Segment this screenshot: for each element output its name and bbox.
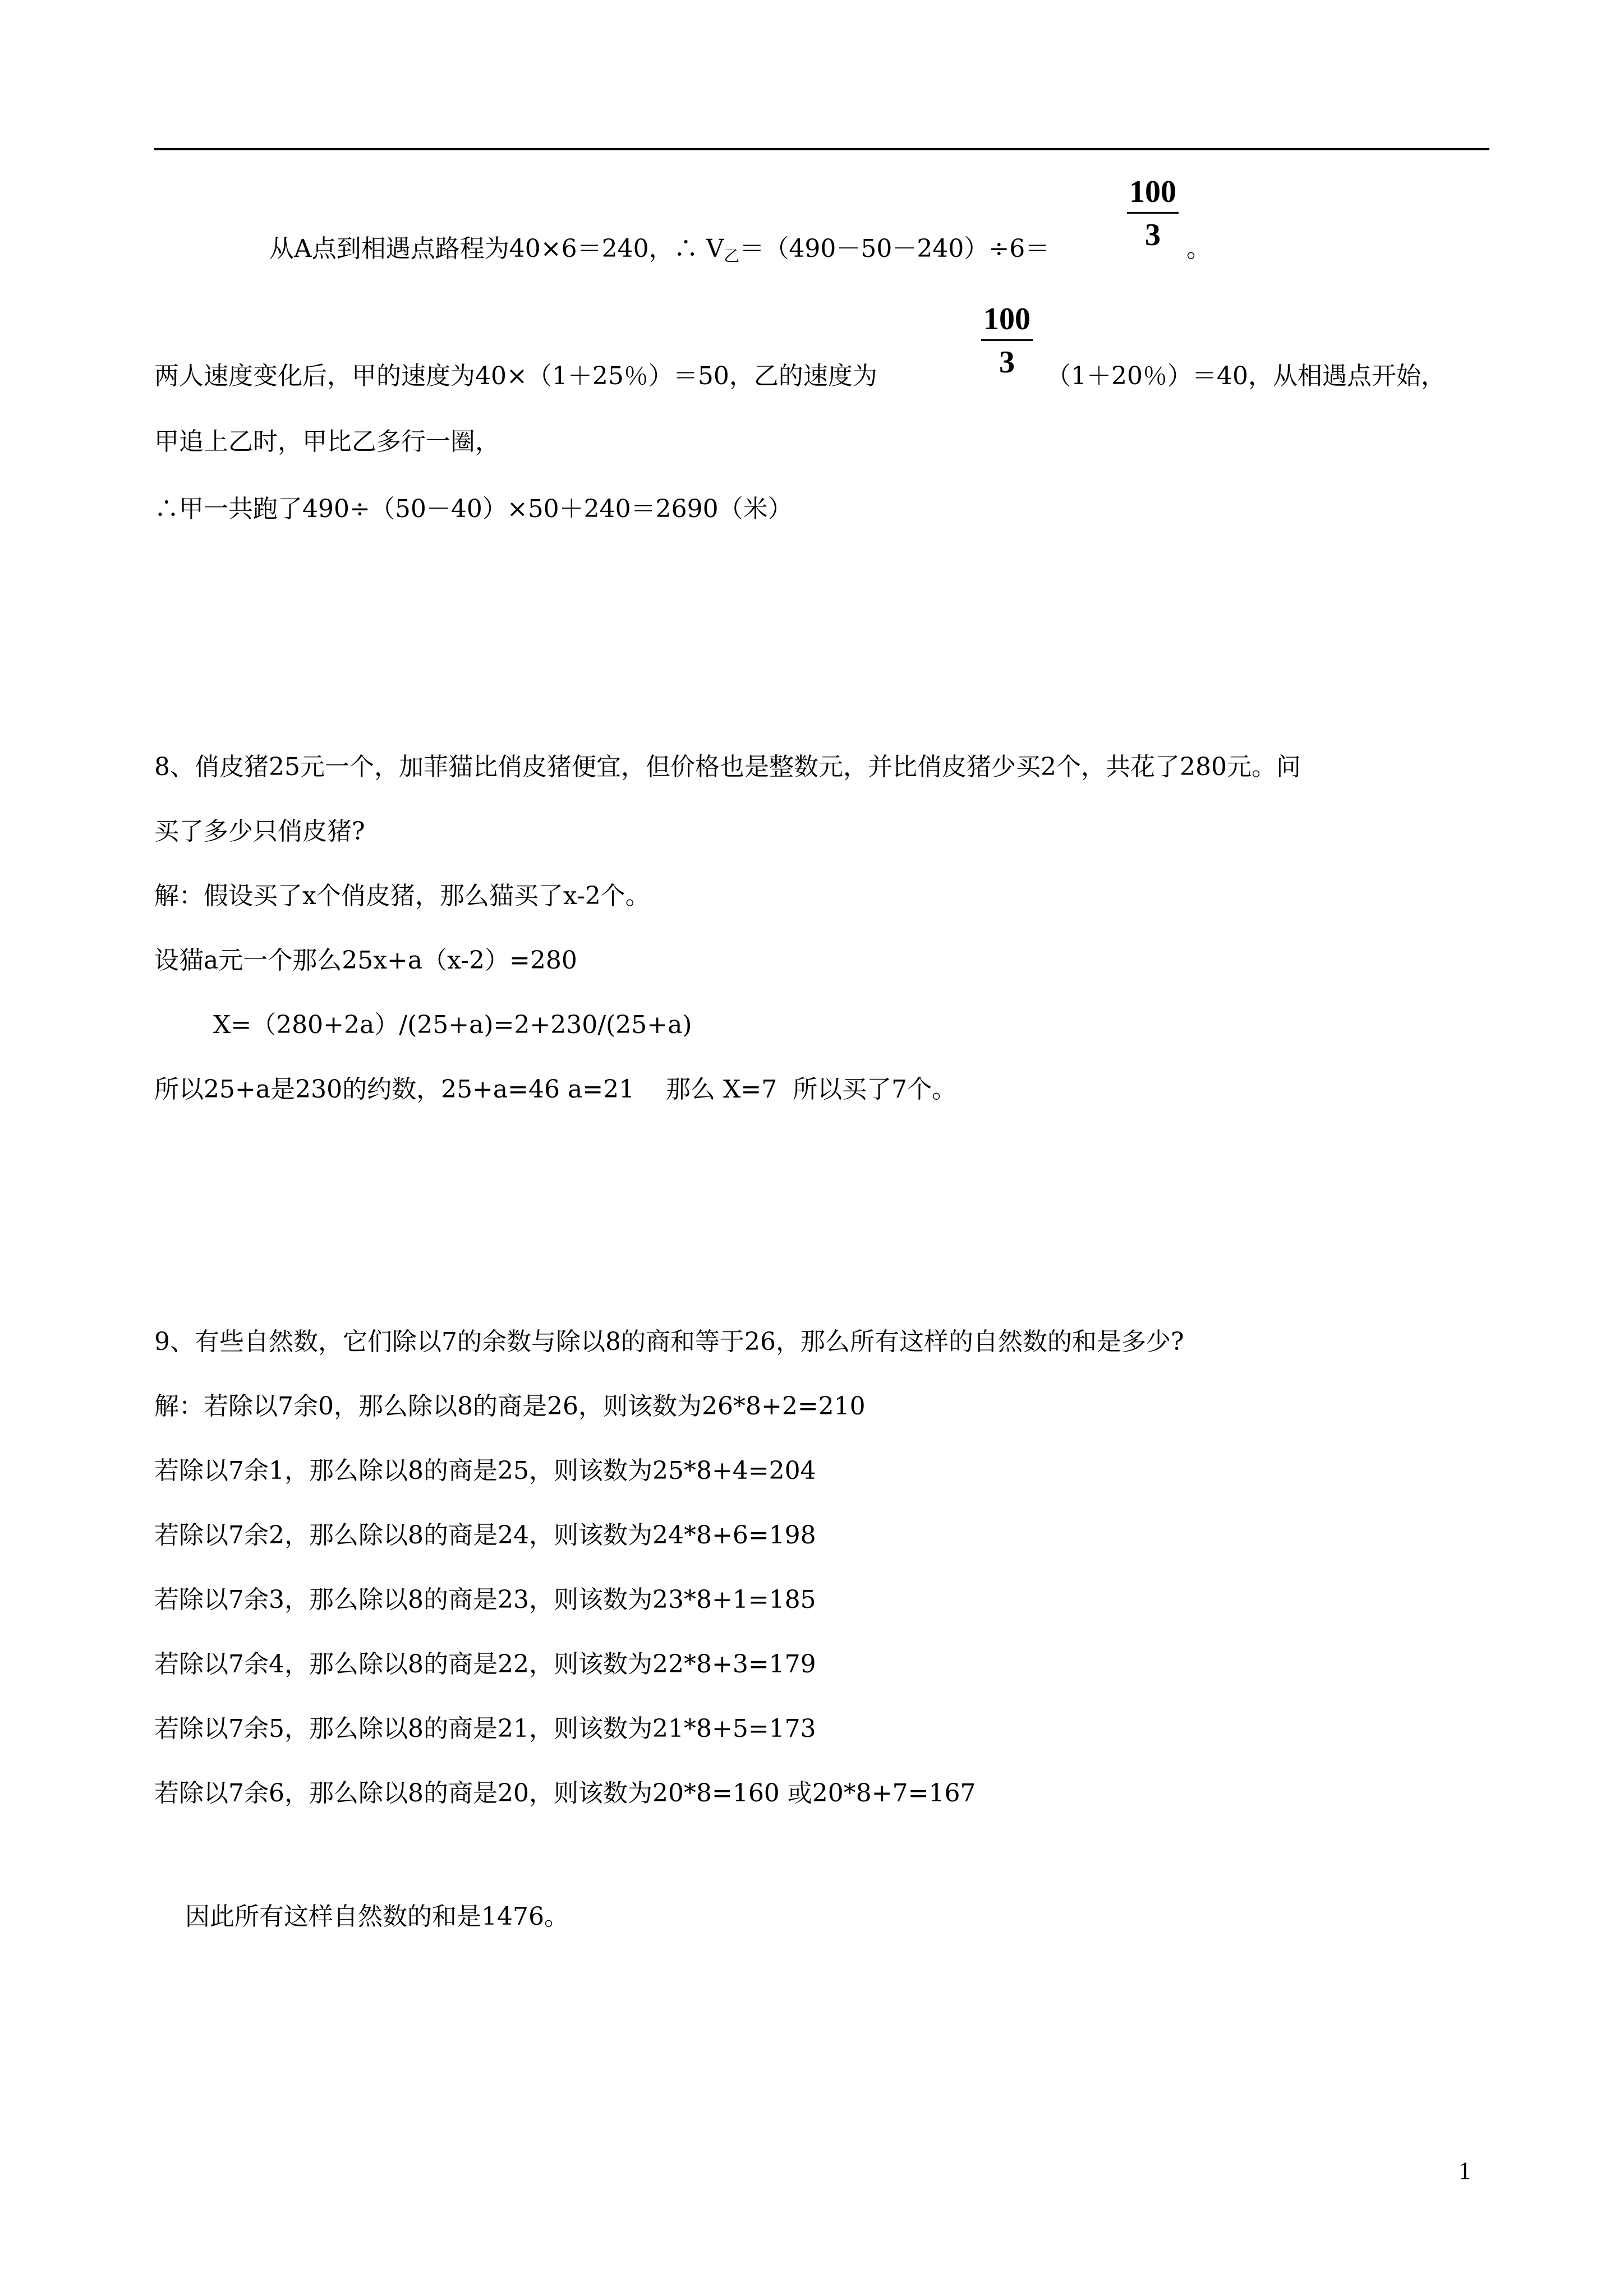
p9-case-3: 若除以7余3，那么除以8的商是23，则该数为23*8+1=185	[154, 1585, 816, 1614]
fraction-bar	[981, 339, 1033, 341]
p9-case-4: 若除以7余4，那么除以8的商是22，则该数为22*8+3=179	[154, 1650, 816, 1679]
p8-question-line1: 8、俏皮猪25元一个，加菲猫比俏皮猪便宜，但价格也是整数元，并比俏皮猪少买2个，共花了280元。问	[154, 753, 1301, 781]
fraction-100-3-second	[979, 300, 1035, 380]
fraction-numerator: 100	[983, 302, 1030, 336]
p7-line4: ∴甲一共跑了490÷（50－40）×50＋240＝2690（米）	[154, 495, 793, 523]
p8-solution-line4: 所以25+a是230的约数，25+a=46 a=21 那么 X=7 所以买了7个。	[154, 1075, 957, 1104]
p8-solution-line3: X=（280+2a）/(25+a)=2+230/(25+a)	[213, 1011, 692, 1039]
p8-question-line2: 买了多少只俏皮猪?	[154, 817, 365, 846]
p7-line3: 甲追上乙时，甲比乙多行一圈，	[154, 427, 500, 456]
p9-question: 9、有些自然数，它们除以7的余数与除以8的商和等于26，那么所有这样的自然数的和是多少?	[154, 1327, 1184, 1356]
fraction-numerator: 100	[1129, 174, 1176, 209]
fraction-denominator: 3	[1145, 218, 1161, 252]
header-rule	[154, 148, 1489, 150]
page-number: 1	[1459, 2157, 1471, 2184]
p7-line2-b: （1＋20％）＝40，从相遇点开始，	[1046, 362, 1446, 390]
p7-line1-end: 。	[1186, 234, 1211, 263]
p7-line2-a: 两人速度变化后，甲的速度为40×（1＋25％）＝50，乙的速度为	[154, 362, 877, 390]
p9-case-2: 若除以7余2，那么除以8的商是24，则该数为24*8+6=198	[154, 1521, 816, 1550]
p9-conclusion: 因此所有这样自然数的和是1476。	[185, 1902, 569, 1931]
p9-case-5: 若除以7余5，那么除以8的商是21，则该数为21*8+5=173	[154, 1714, 816, 1743]
fraction-denominator: 3	[999, 345, 1015, 380]
p8-solution-line1: 解：假设买了x个俏皮猪，那么猫买了x-2个。	[154, 882, 650, 910]
p8-solution-line2: 设猫a元一个那么25x+a（x-2）=280	[154, 946, 577, 975]
p9-case-0: 解：若除以7余0，那么除以8的商是26，则该数为26*8+2=210	[154, 1392, 866, 1421]
fraction-bar	[1127, 212, 1179, 214]
p9-case-6: 若除以7余6，那么除以8的商是20，则该数为20*8=160 或20*8+7=167	[154, 1779, 976, 1808]
p9-case-1: 若除以7余1，那么除以8的商是25，则该数为25*8+4=204	[154, 1456, 816, 1485]
p7-line1: 从A点到相遇点路程为40×6＝240，∴ $V_乙=(490-50-240)\div 6=$	[269, 234, 1050, 265]
fraction-100-3-first	[1125, 173, 1181, 253]
